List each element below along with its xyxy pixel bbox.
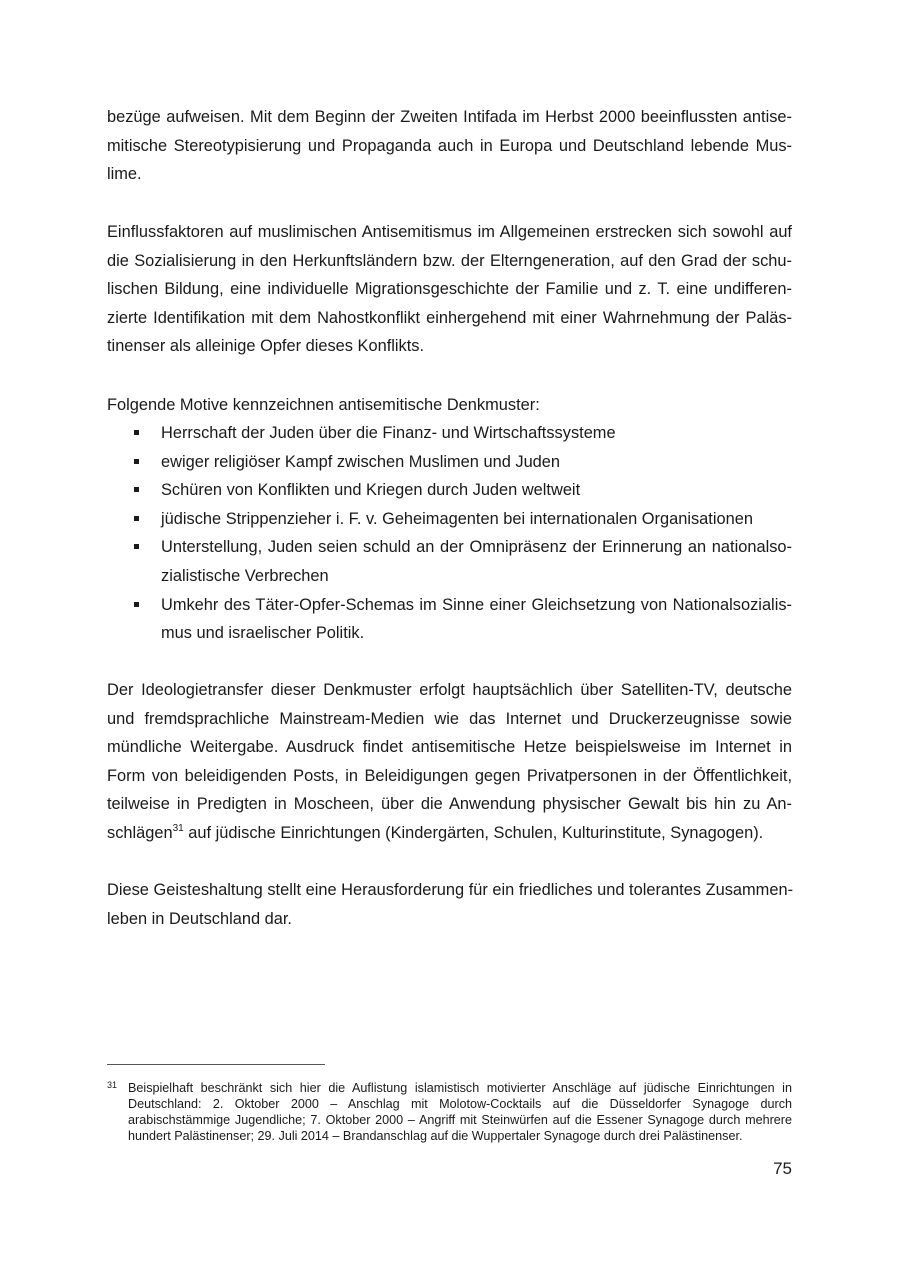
list-intro-text: Folgende Motive kennzeichnen antisemitische Denkmuster:	[107, 396, 540, 414]
footnote-reference[interactable]: 31	[172, 822, 184, 834]
paragraph-line: teilweise in Predigten in Moscheen, über die Anwendung physischer Gewalt bis hin zu An-	[107, 795, 792, 814]
square-bullet-icon	[134, 602, 139, 607]
paragraph-line: mitische Stereotypisierung und Propaganda auch in Europa und Deutschland lebende Mus-	[107, 136, 792, 155]
paragraph-line: Der Ideologietransfer dieser Denkmuster erfolgt hauptsächlich über Satelliten-TV, deutsche	[107, 681, 792, 699]
footnote-text: Beispielhaft beschränkt sich hier die Auflistung islamistisch motivierter Anschläge auf jüdische Einrichtungen in Deutschland: 2. Oktober 2000 – Anschlag mit Molotow-Cocktails auf die Düsseldorfer Synagoge durch arabischstämmige Jugendliche; 7. Oktober 2000 – Angriff mit Steinwürfen auf die Essener Synagoge durch mehrere hundert Palästinenser; 29. Juli 2014 – Brandanschlag auf die Wuppertaler Synagoge durch drei Palästinenser.	[128, 1081, 792, 1143]
list-item	[107, 533, 792, 590]
list-item-text: zialistische Verbrechen	[161, 566, 329, 585]
paragraph-line: bezüge aufweisen. Mit dem Beginn der Zweiten Intifada im Herbst 2000 beeinflussten antise-	[107, 108, 792, 126]
list-item	[107, 505, 792, 534]
paragraph-4	[107, 676, 792, 848]
square-bullet-icon	[134, 544, 139, 549]
paragraph-line: Einflussfaktoren auf muslimischen Antisemitismus im Allgemeinen erstrecken sich sowohl auf	[107, 223, 792, 241]
paragraph-1	[107, 103, 792, 189]
square-bullet-icon	[134, 459, 139, 464]
paragraph-5	[107, 876, 792, 933]
paragraph-line: leben in Deutschland dar.	[107, 909, 292, 928]
paragraph-line: lime.	[107, 165, 142, 184]
paragraph-line: Form von beleidigenden Posts, in Beleidigungen gegen Privatpersonen in der Öffentlichkeit,	[107, 766, 792, 785]
square-bullet-icon	[134, 430, 139, 435]
square-bullet-icon	[134, 487, 139, 492]
paragraph-line: Diese Geisteshaltung stellt eine Herausforderung für ein friedliches und tolerantes Zusammen-	[107, 881, 794, 899]
footnote-separator	[107, 1064, 325, 1065]
line-text: schlägen	[107, 823, 173, 842]
paragraph-line: und fremdsprachliche Mainstream-Medien wie das Internet und Druckerzeugnisse sowie	[107, 709, 792, 728]
list-item-text: Schüren von Konflikten und Kriegen durch Juden weltweit	[161, 481, 581, 500]
paragraph-line: tinenser als alleinige Opfer dieses Konflikts.	[107, 337, 425, 356]
paragraph-line: mündliche Weitergabe. Ausdruck findet antisemitische Hetze beispielsweise im Internet in	[107, 738, 792, 757]
list-item-text: Herrschaft der Juden über die Finanz- und Wirtschaftssysteme	[161, 424, 616, 442]
paragraph-line: lischen Bildung, eine individuelle Migrationsgeschichte der Familie und z. T. eine undifferen-	[107, 280, 792, 299]
list-item-text: ewiger religiöser Kampf zwischen Muslimen und Juden	[161, 452, 561, 471]
list-item-text: Unterstellung, Juden seien schuld an der Omnipräsenz der Erinnerung an nationalso-	[161, 538, 792, 557]
motive-list	[107, 419, 792, 648]
list-item	[107, 448, 792, 477]
list-item-text: Umkehr des Täter-Opfer-Schemas im Sinne einer Gleichsetzung von Nationalsozialis-	[161, 595, 792, 614]
list-item	[107, 419, 792, 448]
footnote	[107, 1081, 792, 1145]
list-intro	[107, 391, 792, 420]
paragraph-line	[107, 819, 792, 848]
square-bullet-icon	[134, 516, 139, 521]
list-item-text: jüdische Strippenzieher i. F. v. Geheimagenten bei internationalen Organisationen	[161, 509, 753, 528]
page-number: 75	[773, 1159, 792, 1178]
paragraph-line: zierte Identifikation mit dem Nahostkonflikt einhergehend mit einer Wahrnehmung der Paläs-	[107, 308, 792, 327]
paragraph-line: die Sozialisierung in den Herkunftsländern bzw. der Elterngeneration, auf den Grad der schu-	[107, 251, 792, 270]
list-item-text: mus und israelischer Politik.	[161, 624, 365, 643]
line-text: auf jüdische Einrichtungen (Kindergärten, Schulen, Kulturinstitute, Synagogen).	[183, 823, 764, 842]
footnote-number: 31	[107, 1080, 118, 1090]
list-item	[107, 591, 792, 648]
paragraph-2	[107, 218, 792, 361]
list-item	[107, 476, 792, 505]
